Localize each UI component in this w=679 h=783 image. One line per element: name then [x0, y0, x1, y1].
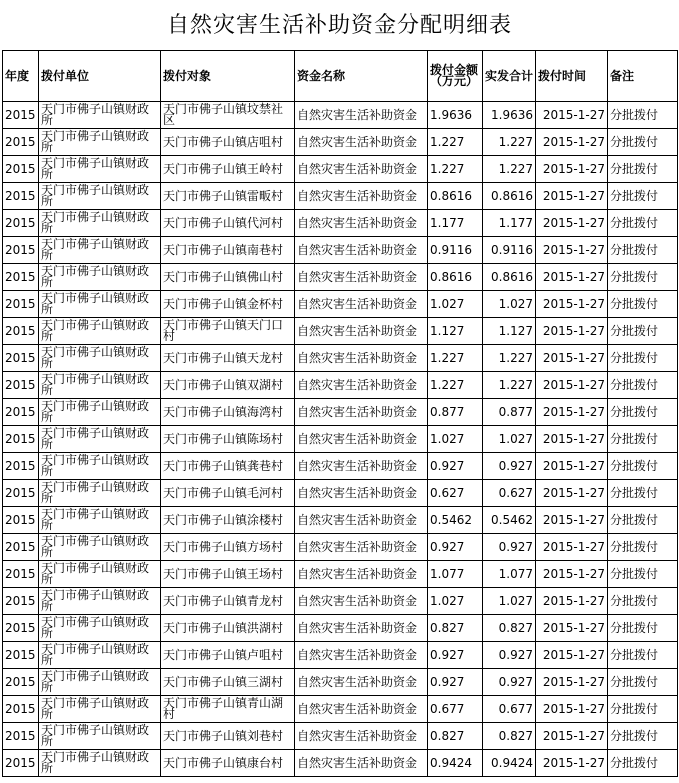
cell-note: 分批拨付: [608, 264, 678, 291]
cell-time: 2015-1-27: [536, 696, 608, 723]
cell-year: 2015: [3, 723, 39, 750]
cell-fund: 自然灾害生活补助资金: [295, 210, 428, 237]
cell-fund: 自然灾害生活补助资金: [295, 507, 428, 534]
cell-amount: 0.5462: [428, 507, 483, 534]
cell-note: 分批拨付: [608, 291, 678, 318]
cell-amount: 0.827: [428, 723, 483, 750]
cell-year: 2015: [3, 642, 39, 669]
cell-year: 2015: [3, 129, 39, 156]
cell-unit: 天门市佛子山镇财政所: [39, 129, 161, 156]
cell-target: 天门市佛子山镇涂楼村: [161, 507, 295, 534]
cell-note: 分批拨付: [608, 480, 678, 507]
cell-unit: 天门市佛子山镇财政所: [39, 156, 161, 183]
cell-unit: 天门市佛子山镇财政所: [39, 507, 161, 534]
table-row: [3, 669, 678, 696]
cell-year: 2015: [3, 750, 39, 777]
cell-unit: 天门市佛子山镇财政所: [39, 399, 161, 426]
cell-unit: 天门市佛子山镇财政所: [39, 183, 161, 210]
cell-year: 2015: [3, 156, 39, 183]
cell-fund: 自然灾害生活补助资金: [295, 291, 428, 318]
cell-actual: 0.8616: [483, 264, 536, 291]
cell-amount: 0.877: [428, 399, 483, 426]
cell-year: 2015: [3, 264, 39, 291]
cell-note: 分批拨付: [608, 318, 678, 345]
cell-target: 天门市佛子山镇青山湖村: [161, 696, 295, 723]
cell-fund: 自然灾害生活补助资金: [295, 534, 428, 561]
table-row: [3, 318, 678, 345]
cell-year: 2015: [3, 102, 39, 129]
cell-actual: 1.027: [483, 588, 536, 615]
cell-fund: 自然灾害生活补助资金: [295, 453, 428, 480]
cell-amount: 1.177: [428, 210, 483, 237]
cell-actual: 0.927: [483, 534, 536, 561]
cell-time: 2015-1-27: [536, 237, 608, 264]
header-note: 备注: [608, 51, 678, 102]
cell-year: 2015: [3, 210, 39, 237]
cell-note: 分批拨付: [608, 372, 678, 399]
cell-amount: 0.677: [428, 696, 483, 723]
cell-year: 2015: [3, 345, 39, 372]
cell-year: 2015: [3, 399, 39, 426]
table-row: [3, 264, 678, 291]
cell-time: 2015-1-27: [536, 156, 608, 183]
cell-actual: 1.027: [483, 426, 536, 453]
cell-actual: 0.9424: [483, 750, 536, 777]
header-year: 年度: [3, 51, 39, 102]
cell-target: 天门市佛子山镇毛河村: [161, 480, 295, 507]
cell-target: 天门市佛子山镇王场村: [161, 561, 295, 588]
cell-amount: 0.9116: [428, 237, 483, 264]
cell-time: 2015-1-27: [536, 480, 608, 507]
cell-note: 分批拨付: [608, 237, 678, 264]
cell-time: 2015-1-27: [536, 507, 608, 534]
cell-time: 2015-1-27: [536, 399, 608, 426]
cell-fund: 自然灾害生活补助资金: [295, 399, 428, 426]
table-row: [3, 615, 678, 642]
cell-fund: 自然灾害生活补助资金: [295, 588, 428, 615]
cell-year: 2015: [3, 507, 39, 534]
cell-note: 分批拨付: [608, 750, 678, 777]
cell-unit: 天门市佛子山镇财政所: [39, 669, 161, 696]
cell-fund: 自然灾害生活补助资金: [295, 183, 428, 210]
cell-fund: 自然灾害生活补助资金: [295, 237, 428, 264]
cell-amount: 1.027: [428, 588, 483, 615]
cell-unit: 天门市佛子山镇财政所: [39, 750, 161, 777]
cell-actual: 0.827: [483, 723, 536, 750]
cell-amount: 0.927: [428, 642, 483, 669]
table-row: [3, 372, 678, 399]
cell-time: 2015-1-27: [536, 561, 608, 588]
cell-time: 2015-1-27: [536, 183, 608, 210]
cell-fund: 自然灾害生活补助资金: [295, 102, 428, 129]
cell-amount: 0.927: [428, 669, 483, 696]
cell-target: 天门市佛子山镇店咀村: [161, 129, 295, 156]
table-row: [3, 588, 678, 615]
cell-unit: 天门市佛子山镇财政所: [39, 453, 161, 480]
cell-target: 天门市佛子山镇洪湖村: [161, 615, 295, 642]
cell-fund: 自然灾害生活补助资金: [295, 345, 428, 372]
cell-amount: 0.827: [428, 615, 483, 642]
cell-amount: 1.127: [428, 318, 483, 345]
cell-note: 分批拨付: [608, 129, 678, 156]
cell-fund: 自然灾害生活补助资金: [295, 723, 428, 750]
table-row: [3, 345, 678, 372]
cell-fund: 自然灾害生活补助资金: [295, 129, 428, 156]
cell-unit: 天门市佛子山镇财政所: [39, 534, 161, 561]
cell-note: 分批拨付: [608, 156, 678, 183]
cell-unit: 天门市佛子山镇财政所: [39, 237, 161, 264]
cell-unit: 天门市佛子山镇财政所: [39, 480, 161, 507]
cell-year: 2015: [3, 534, 39, 561]
table-row: [3, 750, 678, 777]
cell-time: 2015-1-27: [536, 642, 608, 669]
cell-note: 分批拨付: [608, 642, 678, 669]
cell-note: 分批拨付: [608, 102, 678, 129]
cell-actual: 0.927: [483, 453, 536, 480]
table-header-row: [3, 51, 678, 102]
cell-year: 2015: [3, 318, 39, 345]
table-row: [3, 183, 678, 210]
cell-time: 2015-1-27: [536, 210, 608, 237]
cell-year: 2015: [3, 588, 39, 615]
table-row: [3, 534, 678, 561]
cell-actual: 1.9636: [483, 102, 536, 129]
cell-unit: 天门市佛子山镇财政所: [39, 291, 161, 318]
cell-amount: 0.8616: [428, 264, 483, 291]
cell-amount: 1.227: [428, 156, 483, 183]
cell-time: 2015-1-27: [536, 372, 608, 399]
cell-amount: 1.9636: [428, 102, 483, 129]
cell-actual: 0.827: [483, 615, 536, 642]
cell-fund: 自然灾害生活补助资金: [295, 696, 428, 723]
cell-note: 分批拨付: [608, 453, 678, 480]
cell-unit: 天门市佛子山镇财政所: [39, 264, 161, 291]
cell-actual: 1.227: [483, 156, 536, 183]
cell-amount: 0.8616: [428, 183, 483, 210]
cell-actual: 0.927: [483, 669, 536, 696]
cell-target: 天门市佛子山镇方场村: [161, 534, 295, 561]
cell-target: 天门市佛子山镇龚巷村: [161, 453, 295, 480]
cell-amount: 0.627: [428, 480, 483, 507]
cell-unit: 天门市佛子山镇财政所: [39, 318, 161, 345]
table-row: [3, 102, 678, 129]
cell-unit: 天门市佛子山镇财政所: [39, 723, 161, 750]
cell-year: 2015: [3, 372, 39, 399]
cell-year: 2015: [3, 561, 39, 588]
page-title: 自然灾害生活补助资金分配明细表: [166, 13, 512, 38]
header-fund: 资金名称: [295, 51, 428, 102]
cell-unit: 天门市佛子山镇财政所: [39, 426, 161, 453]
cell-time: 2015-1-27: [536, 102, 608, 129]
table-row: [3, 129, 678, 156]
cell-note: 分批拨付: [608, 210, 678, 237]
cell-note: 分批拨付: [608, 399, 678, 426]
cell-target: 天门市佛子山镇双湖村: [161, 372, 295, 399]
cell-time: 2015-1-27: [536, 534, 608, 561]
cell-target: 天门市佛子山镇天门口村: [161, 318, 295, 345]
cell-unit: 天门市佛子山镇财政所: [39, 588, 161, 615]
cell-year: 2015: [3, 291, 39, 318]
cell-target: 天门市佛子山镇康台村: [161, 750, 295, 777]
cell-note: 分批拨付: [608, 534, 678, 561]
cell-time: 2015-1-27: [536, 291, 608, 318]
cell-actual: 1.077: [483, 561, 536, 588]
cell-time: 2015-1-27: [536, 615, 608, 642]
cell-target: 天门市佛子山镇南巷村: [161, 237, 295, 264]
cell-target: 天门市佛子山镇陈场村: [161, 426, 295, 453]
cell-time: 2015-1-27: [536, 588, 608, 615]
allocation-table: [2, 50, 678, 777]
cell-fund: 自然灾害生活补助资金: [295, 669, 428, 696]
cell-unit: 天门市佛子山镇财政所: [39, 372, 161, 399]
cell-fund: 自然灾害生活补助资金: [295, 750, 428, 777]
cell-target: 天门市佛子山镇青龙村: [161, 588, 295, 615]
cell-amount: 1.227: [428, 345, 483, 372]
cell-actual: 0.8616: [483, 183, 536, 210]
cell-fund: 自然灾害生活补助资金: [295, 642, 428, 669]
cell-target: 天门市佛子山镇坟禁社区: [161, 102, 295, 129]
cell-fund: 自然灾害生活补助资金: [295, 318, 428, 345]
cell-unit: 天门市佛子山镇财政所: [39, 102, 161, 129]
cell-year: 2015: [3, 183, 39, 210]
table-row: [3, 210, 678, 237]
cell-amount: 1.077: [428, 561, 483, 588]
cell-target: 天门市佛子山镇金杯村: [161, 291, 295, 318]
cell-note: 分批拨付: [608, 615, 678, 642]
cell-target: 天门市佛子山镇海湾村: [161, 399, 295, 426]
header-time: 拨付时间: [536, 51, 608, 102]
table-row: [3, 237, 678, 264]
table-row: [3, 480, 678, 507]
cell-year: 2015: [3, 696, 39, 723]
cell-actual: 1.127: [483, 318, 536, 345]
cell-time: 2015-1-27: [536, 723, 608, 750]
cell-time: 2015-1-27: [536, 345, 608, 372]
cell-time: 2015-1-27: [536, 318, 608, 345]
cell-time: 2015-1-27: [536, 453, 608, 480]
cell-unit: 天门市佛子山镇财政所: [39, 345, 161, 372]
table-row: [3, 291, 678, 318]
cell-time: 2015-1-27: [536, 264, 608, 291]
cell-actual: 1.227: [483, 129, 536, 156]
cell-amount: 1.227: [428, 372, 483, 399]
cell-target: 天门市佛子山镇佛山村: [161, 264, 295, 291]
cell-fund: 自然灾害生活补助资金: [295, 372, 428, 399]
cell-amount: 1.027: [428, 291, 483, 318]
cell-fund: 自然灾害生活补助资金: [295, 480, 428, 507]
cell-actual: 1.177: [483, 210, 536, 237]
cell-actual: 1.227: [483, 345, 536, 372]
cell-note: 分批拨付: [608, 696, 678, 723]
cell-note: 分批拨付: [608, 426, 678, 453]
cell-unit: 天门市佛子山镇财政所: [39, 210, 161, 237]
cell-actual: 1.027: [483, 291, 536, 318]
table-row: [3, 399, 678, 426]
cell-target: 天门市佛子山镇刘巷村: [161, 723, 295, 750]
cell-actual: 0.677: [483, 696, 536, 723]
cell-amount: 0.9424: [428, 750, 483, 777]
cell-amount: 1.027: [428, 426, 483, 453]
cell-year: 2015: [3, 426, 39, 453]
cell-note: 分批拨付: [608, 588, 678, 615]
cell-actual: 0.9116: [483, 237, 536, 264]
cell-actual: 0.5462: [483, 507, 536, 534]
cell-note: 分批拨付: [608, 507, 678, 534]
header-unit: 拨付单位: [39, 51, 161, 102]
cell-amount: 1.227: [428, 129, 483, 156]
cell-target: 天门市佛子山镇代河村: [161, 210, 295, 237]
table-row: [3, 642, 678, 669]
cell-time: 2015-1-27: [536, 750, 608, 777]
cell-actual: 0.877: [483, 399, 536, 426]
cell-target: 天门市佛子山镇王岭村: [161, 156, 295, 183]
cell-note: 分批拨付: [608, 345, 678, 372]
cell-amount: 0.927: [428, 453, 483, 480]
cell-fund: 自然灾害生活补助资金: [295, 156, 428, 183]
cell-fund: 自然灾害生活补助资金: [295, 615, 428, 642]
cell-unit: 天门市佛子山镇财政所: [39, 696, 161, 723]
cell-target: 天门市佛子山镇三湖村: [161, 669, 295, 696]
cell-note: 分批拨付: [608, 669, 678, 696]
cell-fund: 自然灾害生活补助资金: [295, 561, 428, 588]
cell-fund: 自然灾害生活补助资金: [295, 264, 428, 291]
table-row: [3, 696, 678, 723]
cell-year: 2015: [3, 615, 39, 642]
cell-note: 分批拨付: [608, 183, 678, 210]
cell-unit: 天门市佛子山镇财政所: [39, 561, 161, 588]
cell-year: 2015: [3, 237, 39, 264]
header-actual: 实发合计: [483, 51, 536, 102]
cell-unit: 天门市佛子山镇财政所: [39, 615, 161, 642]
table-row: [3, 426, 678, 453]
table-row: [3, 561, 678, 588]
cell-unit: 天门市佛子山镇财政所: [39, 642, 161, 669]
header-target: 拨付对象: [161, 51, 295, 102]
cell-fund: 自然灾害生活补助资金: [295, 426, 428, 453]
cell-year: 2015: [3, 480, 39, 507]
cell-actual: 1.227: [483, 372, 536, 399]
cell-target: 天门市佛子山镇雷畈村: [161, 183, 295, 210]
cell-note: 分批拨付: [608, 723, 678, 750]
cell-year: 2015: [3, 453, 39, 480]
cell-actual: 0.927: [483, 642, 536, 669]
table-row: [3, 156, 678, 183]
table-row: [3, 723, 678, 750]
cell-amount: 0.927: [428, 534, 483, 561]
cell-time: 2015-1-27: [536, 669, 608, 696]
cell-target: 天门市佛子山镇卢咀村: [161, 642, 295, 669]
cell-actual: 0.627: [483, 480, 536, 507]
table-row: [3, 453, 678, 480]
cell-note: 分批拨付: [608, 561, 678, 588]
table-row: [3, 507, 678, 534]
cell-target: 天门市佛子山镇天龙村: [161, 345, 295, 372]
cell-time: 2015-1-27: [536, 129, 608, 156]
cell-year: 2015: [3, 669, 39, 696]
cell-time: 2015-1-27: [536, 426, 608, 453]
header-amount: 拨付金额（万元）: [428, 51, 483, 102]
